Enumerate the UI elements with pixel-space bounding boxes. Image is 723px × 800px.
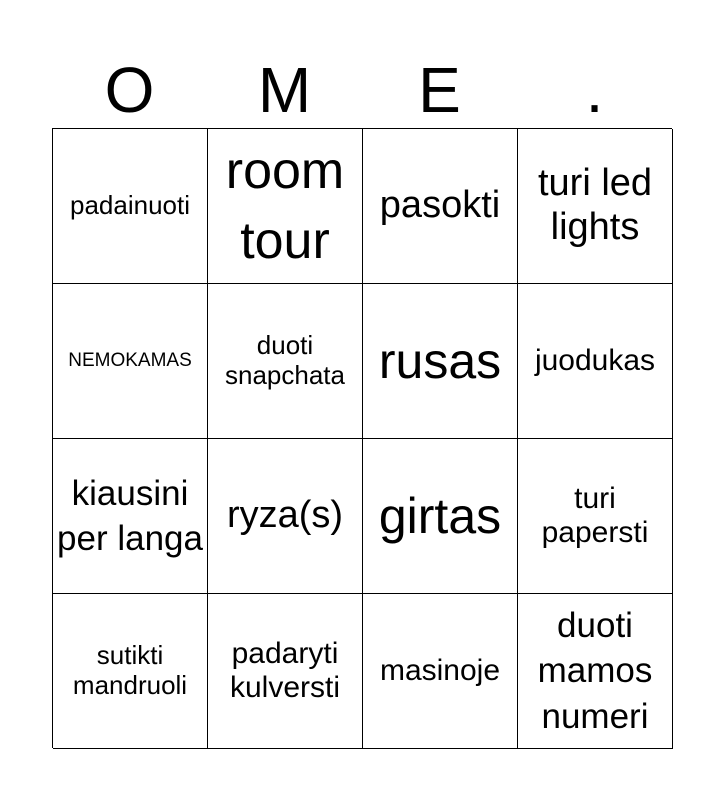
bingo-cell[interactable] bbox=[53, 594, 208, 749]
header-letter-o: O bbox=[104, 54, 155, 126]
bingo-cell-text: NEMOKAMAS bbox=[68, 350, 192, 372]
bingo-cell[interactable] bbox=[518, 129, 673, 284]
bingo-cell[interactable] bbox=[208, 129, 363, 284]
bingo-cell[interactable] bbox=[208, 284, 363, 439]
bingo-cell[interactable] bbox=[363, 439, 518, 594]
bingo-cell-text: room tour bbox=[225, 141, 345, 270]
bingo-cell-text: sutikti mandruoli bbox=[72, 640, 188, 700]
bingo-cell-text: turi papersti bbox=[541, 481, 649, 549]
bingo-cell[interactable] bbox=[363, 284, 518, 439]
bingo-cell[interactable] bbox=[208, 439, 363, 594]
header-letter-e: E bbox=[418, 54, 461, 126]
bingo-cell[interactable] bbox=[53, 129, 208, 284]
bingo-cell-text: padainuoti bbox=[70, 190, 190, 221]
bingo-cell-text: duoti snapchata bbox=[225, 330, 345, 390]
bingo-header bbox=[52, 52, 672, 128]
bingo-cell-text: girtas bbox=[378, 488, 502, 544]
bingo-cell-text: ryza(s) bbox=[226, 494, 344, 537]
bingo-cell[interactable] bbox=[363, 594, 518, 749]
bingo-cell[interactable] bbox=[53, 284, 208, 439]
bingo-cell[interactable] bbox=[518, 284, 673, 439]
bingo-cell-text: turi led lights bbox=[537, 162, 653, 248]
bingo-grid bbox=[52, 128, 672, 748]
bingo-cell-text: padaryti kulversti bbox=[229, 636, 341, 704]
bingo-cell-text: juodukas bbox=[534, 343, 656, 377]
bingo-cell[interactable] bbox=[53, 439, 208, 594]
bingo-cell[interactable] bbox=[208, 594, 363, 749]
bingo-cell[interactable] bbox=[518, 594, 673, 749]
bingo-cell[interactable] bbox=[363, 129, 518, 284]
bingo-cell-text: rusas bbox=[378, 333, 502, 389]
bingo-cell-text: duoti mamos numeri bbox=[537, 605, 653, 736]
header-letter-m: M bbox=[257, 54, 312, 126]
bingo-cell-text: pasokti bbox=[379, 184, 501, 227]
bingo-cell-text: kiausini per langa bbox=[57, 473, 203, 558]
header-letter-dot: . bbox=[585, 54, 604, 126]
bingo-cell[interactable] bbox=[518, 439, 673, 594]
bingo-cell-text: masinoje bbox=[379, 653, 501, 687]
